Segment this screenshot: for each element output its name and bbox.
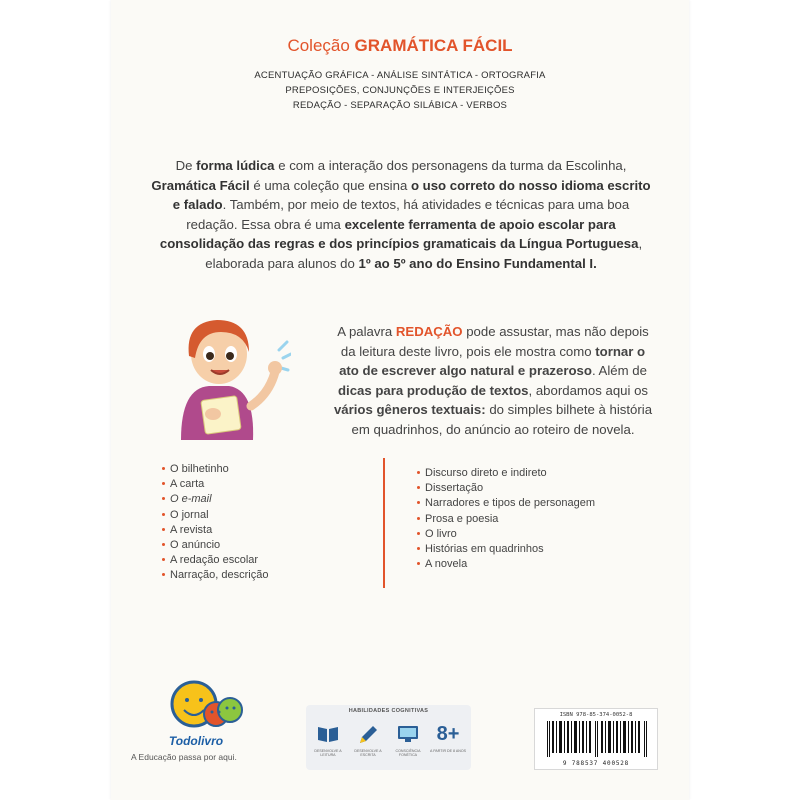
redacao-paragraph: A palavra REDAÇÃO pode assustar, mas não depois da leitura deste livro, pois ele mostra como tornar o ato de escrever algo natural e prazeroso. Além de dicas para produção de textos, abordamos aqui os vários gêneros textuais: do simples bilhete à história em quadrinhos, do anúncio ao roteiro de novela. [333,324,653,437]
list-item: A revista [162,523,268,538]
list-item: O bilhetinho [162,462,268,477]
skill-age [430,721,466,753]
monitor-icon [396,724,420,744]
publisher-name: Todolivro [168,734,224,748]
list-item: A carta [162,477,268,492]
skills-title: HABILIDADES COGNITIVAS [348,708,429,714]
skill-phonetic [390,721,426,757]
isbn-number: 9 788537 400528 [562,760,630,767]
back-cover [111,0,689,800]
topics-line: ACENTUAÇÃO GRÁFICA - ANÁLISE SINTÁTICA - ORTOGRAFIA [254,70,546,81]
list-item: Narradores e tipos de personagem [417,496,595,511]
list-item: O jornal [162,508,268,523]
list-item: Histórias em quadrinhos [417,542,595,557]
skill-writing [350,721,386,757]
skill-caption: DESENVOLVE A LEITURA [314,749,342,758]
list-item: A novela [417,557,595,572]
topics-list-left [162,462,268,584]
list-item: O livro [417,527,595,542]
column-divider [383,458,385,588]
list-item: Prosa e poesia [417,512,595,527]
topics-list [111,68,689,113]
isbn-barcode [534,708,658,770]
topics-list-right [417,466,595,572]
list-item: O e-mail [162,492,268,507]
series-title: Coleção GRAMÁTICA FÁCIL [287,36,513,55]
skill-caption: DESENVOLVE A ESCRITA [354,749,382,758]
list-item: A redação escolar [162,553,268,568]
topics-line: REDAÇÃO - SEPARAÇÃO SILÁBICA - VERBOS [292,100,508,111]
cognitive-skills-box [306,705,471,770]
skill-reading [310,721,346,757]
mascot-illustration [151,310,291,440]
skill-caption: A PARTIR DE 8 ANOS [430,749,467,753]
pencil-icon [356,723,380,745]
list-item: Narração, descrição [162,568,268,583]
skill-caption: CONSCIÊNCIA FONÉTICA [395,749,421,758]
isbn-label: ISBN 978-85-374-0052-8 [559,712,633,718]
list-item: Discurso direto e indireto [417,466,595,481]
list-item: O anúncio [162,538,268,553]
topics-line: PREPOSIÇÕES, CONJUNÇÕES E INTERJEIÇÕES [285,85,515,96]
book-icon [316,724,340,744]
barcode-icon [545,721,649,757]
list-item: Dissertação [417,481,595,496]
age-icon: 8+ [436,723,460,745]
publisher-tagline: A Educação passa por aqui. [131,752,237,762]
intro-paragraph: De forma lúdica e com a interação dos personagens da turma da Escolinha, Gramática Fácil é uma coleção que ensina o uso correto do nosso idioma escrito e falado. Também, por meio de textos, há atividades e técnicas para uma boa redação. Essa obra é uma excelente ferramenta de apoio escolar para consolidação das regras e dos princípios gramaticais da Língua Portuguesa, elaborada para alunos do 1º ao 5º ano do Ensino Fundamental I. [151,158,651,271]
